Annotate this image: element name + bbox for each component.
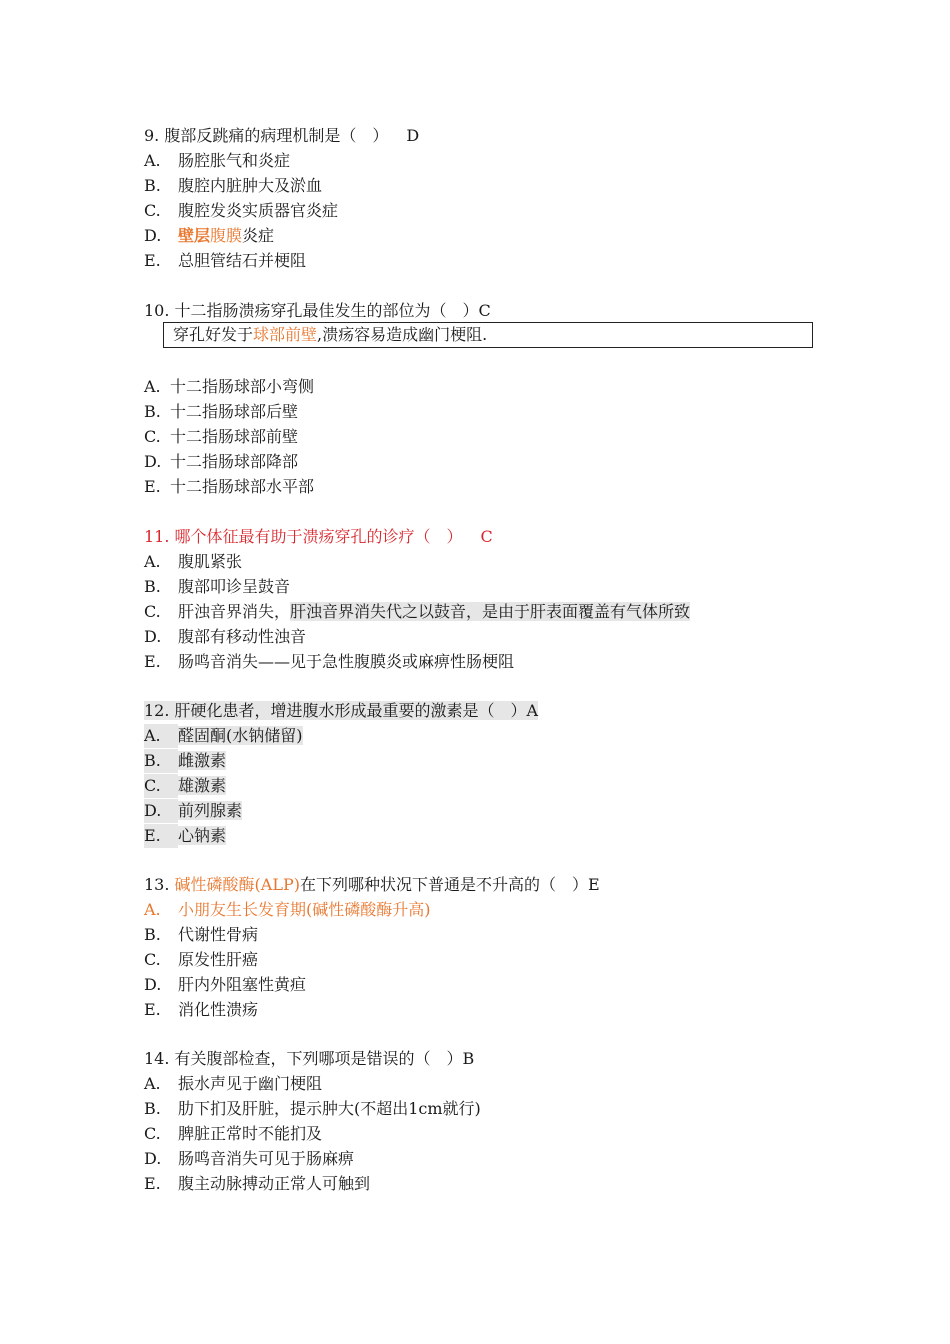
q11-option-b — [144, 575, 290, 599]
q11-option-a — [144, 550, 242, 574]
q13-option-d — [144, 973, 306, 997]
q12-option-a — [144, 724, 303, 748]
option-text: 前列腺素 — [178, 801, 243, 820]
q12-option-c — [144, 774, 226, 798]
q14-option-d — [144, 1147, 354, 1171]
question-10-text: 10. 十二指肠溃疡穿孔最佳发生的部位为（ ） — [144, 301, 479, 320]
q10-option-c — [144, 425, 298, 449]
question-11-stem — [144, 525, 493, 549]
q9-option-e — [144, 249, 306, 273]
option-letter: E. — [144, 251, 161, 270]
option-text: 炎症 — [242, 226, 275, 245]
option-text-highlight-bold: 壁层 — [178, 226, 211, 245]
option-letter: E. — [144, 652, 161, 671]
option-explanation: 肝浊音界消失代之以鼓音，是由于肝表面覆盖有气体所致 — [290, 602, 691, 621]
option-text: 肝内外阻塞性黄疸 — [178, 975, 307, 994]
option-text: 十二指肠球部后壁 — [170, 402, 299, 421]
q12-option-e — [144, 824, 226, 848]
option-letter: B. — [144, 577, 161, 596]
q11-option-e — [144, 650, 514, 674]
question-12-answer: A — [526, 701, 539, 720]
question-10-answer: C — [478, 301, 491, 320]
option-letter: D. — [144, 1149, 162, 1168]
q12-option-d — [144, 799, 242, 823]
option-text: 腹部叩诊呈鼓音 — [178, 577, 291, 596]
question-13-text: 在下列哪种状况下普通是不升高的（ ） — [299, 875, 588, 894]
option-text: 肠鸣音消失——见于急性腹膜炎或麻痹性肠梗阻 — [178, 652, 515, 671]
question-11-text: 11. 哪个体征最有助于溃疡穿孔的诊疗（ ） — [144, 527, 463, 546]
q13-option-a — [144, 898, 431, 922]
option-text: 肠鸣音消失可见于肠麻痹 — [178, 1149, 355, 1168]
option-text: 十二指肠球部降部 — [170, 452, 299, 471]
option-text: 小朋友生长发育期(碱性磷酸酶升高) — [178, 900, 431, 919]
option-letter: E. — [144, 824, 178, 848]
option-text: 消化性溃疡 — [178, 1000, 259, 1019]
question-11-answer: C — [480, 527, 493, 546]
option-text: 腹肌紧张 — [178, 552, 243, 571]
question-13-stem — [144, 873, 600, 897]
option-letter: B. — [144, 925, 161, 944]
question-9-stem — [144, 124, 419, 148]
q10-explanation-box — [163, 322, 813, 348]
q9-option-c — [144, 199, 338, 223]
q12-option-b — [144, 749, 226, 773]
q9-option-d — [144, 224, 274, 248]
question-13-answer: E — [587, 875, 600, 894]
q14-option-b — [144, 1097, 481, 1121]
option-letter: A. — [144, 377, 161, 396]
option-letter: B. — [144, 402, 161, 421]
option-text: 十二指肠球部前壁 — [170, 427, 299, 446]
option-letter: A. — [144, 900, 161, 919]
q10-option-d — [144, 450, 298, 474]
q10-option-a — [144, 375, 314, 399]
option-text: 醛固酮(水钠储留) — [178, 726, 303, 745]
option-text-highlight: 腹膜 — [210, 226, 243, 245]
option-text: 十二指肠球部小弯侧 — [170, 377, 315, 396]
option-letter: A. — [144, 1074, 161, 1093]
option-text: 原发性肝癌 — [178, 950, 259, 969]
q11-option-c — [144, 600, 690, 624]
option-text: 腹腔内脏肿大及淤血 — [178, 176, 323, 195]
option-letter: C. — [144, 1124, 161, 1143]
note-text: ,溃疡容易造成幽门梗阻. — [317, 325, 488, 344]
option-text: 脾脏正常时不能扪及 — [178, 1124, 323, 1143]
option-text: 总胆管结石并梗阻 — [178, 251, 307, 270]
option-text: 雌激素 — [178, 751, 227, 770]
question-13-number: 13. — [144, 875, 175, 894]
option-letter: B. — [144, 749, 178, 773]
question-12-stem — [144, 699, 538, 723]
question-9-answer: D — [406, 126, 420, 145]
option-text: 肠腔胀气和炎症 — [178, 151, 291, 170]
option-letter: E. — [144, 1174, 161, 1193]
note-highlight: 球部前壁 — [253, 325, 318, 344]
option-letter: A. — [144, 151, 161, 170]
option-letter: C. — [144, 602, 161, 621]
option-text: 心钠素 — [178, 826, 227, 845]
question-14-text: 14. 有关腹部检查，下列哪项是错误的（ ） — [144, 1049, 463, 1068]
option-letter: B. — [144, 1099, 161, 1118]
q14-option-c — [144, 1122, 322, 1146]
question-9-text: 9. 腹部反跳痛的病理机制是（ ） — [144, 126, 389, 145]
q11-option-d — [144, 625, 306, 649]
q14-option-e — [144, 1172, 370, 1196]
q13-option-b — [144, 923, 258, 947]
note-text: 穿孔好发于 — [173, 325, 254, 344]
option-letter: D. — [144, 975, 162, 994]
option-text: 代谢性骨病 — [178, 925, 259, 944]
question-14-answer: B — [462, 1049, 475, 1068]
option-text: 腹部有移动性浊音 — [178, 627, 307, 646]
option-text: 腹主动脉搏动正常人可触到 — [178, 1174, 371, 1193]
option-text: 肋下扪及肝脏，提示肿大(不超出1cm就行) — [178, 1099, 481, 1118]
q14-option-a — [144, 1072, 322, 1096]
question-13-highlight: 碱性磷酸酶(ALP) — [174, 875, 300, 894]
q10-option-e — [144, 475, 314, 499]
q13-option-e — [144, 998, 258, 1022]
option-letter: C. — [144, 201, 161, 220]
option-text: 肝浊音界消失， — [178, 602, 291, 621]
option-text: 腹腔发炎实质器官炎症 — [178, 201, 339, 220]
option-letter: C. — [144, 427, 161, 446]
option-text: 十二指肠球部水平部 — [170, 477, 315, 496]
option-letter: D. — [144, 627, 162, 646]
question-12-text: 12. 肝硬化患者，增进腹水形成最重要的激素是（ ） — [144, 701, 527, 720]
option-letter: C. — [144, 950, 161, 969]
option-letter: D. — [144, 226, 162, 245]
option-letter: A. — [144, 552, 161, 571]
option-letter: E. — [144, 477, 161, 496]
option-text: 雄激素 — [178, 776, 227, 795]
option-text: 振水声见于幽门梗阻 — [178, 1074, 323, 1093]
q10-option-b — [144, 400, 298, 424]
option-letter: B. — [144, 176, 161, 195]
option-letter: A. — [144, 724, 178, 748]
option-letter: C. — [144, 774, 178, 798]
question-10-stem — [144, 299, 491, 323]
option-letter: D. — [144, 799, 178, 823]
q9-option-b — [144, 174, 322, 198]
question-14-stem — [144, 1047, 474, 1071]
q13-option-c — [144, 948, 258, 972]
option-letter: D. — [144, 452, 162, 471]
q9-option-a — [144, 149, 290, 173]
option-letter: E. — [144, 1000, 161, 1019]
